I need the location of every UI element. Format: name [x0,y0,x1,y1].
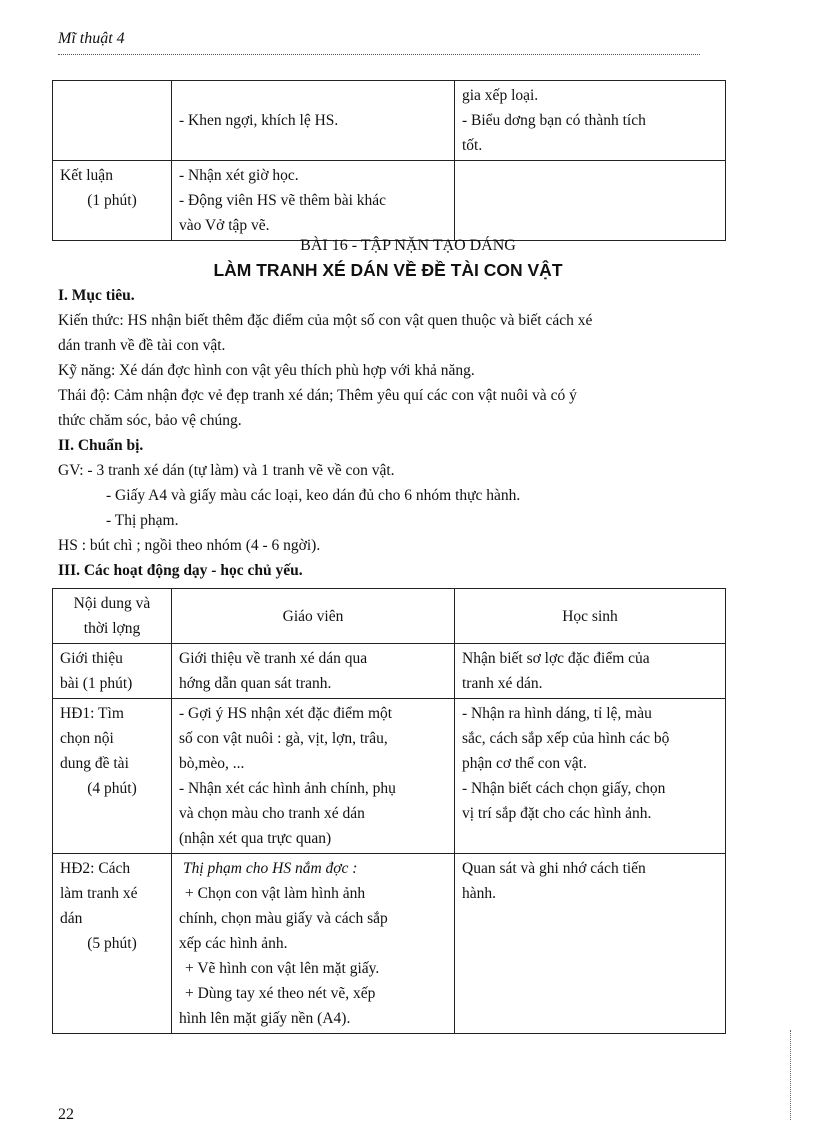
cell-line: và chọn màu cho tranh xé dán [179,805,365,822]
table-cell [53,161,172,241]
cell-line: bài (1 phút) [60,675,133,692]
section-heading: I. Mục tiêu. [58,287,135,304]
cell-line: hớng dẫn quan sát tranh. [179,675,332,692]
body-line: dán tranh về đề tài con vật. [58,337,226,354]
section-heading: II. Chuẩn bị. [58,437,144,454]
body-line: Kỹ năng: Xé dán đợc hình con vật yêu thích phù hợp với khả năng. [58,362,475,379]
cell-line: tranh xé dán. [462,675,543,692]
cell-line: vào Vở tập vẽ. [179,217,270,234]
cell-line: HĐ1: Tìm [60,705,124,722]
cell-line: + Vẽ hình con vật lên mặt giấy. [185,960,380,977]
body-line: thức chăm sóc, bảo vệ chúng. [58,412,242,429]
body-line: Kiến thức: HS nhận biết thêm đặc điểm của một số con vật quen thuộc và biết cách xé [58,312,593,329]
cell-line: dung đề tài [60,755,129,772]
cell-line: Quan sát và ghi nhớ cách tiến [462,860,646,877]
cell-line: gia xếp loại. [462,87,539,104]
body-line: Thái độ: Cảm nhận đợc vẻ đẹp tranh xé dán; Thêm yêu quí các con vật nuôi và có ý [58,387,577,404]
table-cell [172,161,455,241]
table-cell [455,644,726,699]
lesson-body [58,283,722,583]
page-header-title: Mĩ thuật 4 [58,30,125,47]
table-row [53,644,726,699]
table-cell [172,854,455,1034]
table-header-cell [172,589,455,644]
cell-line: hành. [462,885,497,902]
body-line: - Thị phạm. [106,512,179,529]
cell-line: HĐ2: Cách [60,860,131,877]
cell-line: - Gợi ý HS nhận xét đặc điểm một [179,705,393,722]
cell-line: hình lên mặt giấy nền (A4). [179,1010,351,1027]
table-cell [455,81,726,161]
cell-line: (4 phút) [87,780,137,797]
activity-table-continued [52,80,726,241]
table-cell [53,644,172,699]
cell-line: số con vật nuôi : gà, vịt, lợn, trâu, [179,730,388,747]
table-header-cell [53,589,172,644]
cell-line: thời lợng [83,620,141,637]
cell-line: (5 phút) [87,935,137,952]
cell-line: vị trí sắp đặt cho các hình ảnh. [462,805,652,822]
cell-line: chọn nội [60,730,114,747]
body-line: GV: - 3 tranh xé dán (tự làm) và 1 tranh vẽ về con vật. [58,462,395,479]
lesson-title: BÀI 16 - TẬP NẶN TẠO DÁNG [300,237,516,254]
table-row [53,854,726,1034]
table-row [53,161,726,241]
section-heading: III. Các hoạt động dạy - học chủ yếu. [58,562,303,579]
body-line: - Giấy A4 và giấy màu các loại, keo dán đủ cho 6 nhóm thực hành. [106,487,521,504]
cell-line: Nội dung và [73,595,151,612]
cell-line [179,83,447,108]
cell-line: bò,mèo, ... [179,755,245,772]
cell-line: Giáo viên [282,607,344,625]
table-cell [53,699,172,854]
table-header-cell [455,589,726,644]
cell-line: dán [60,910,83,927]
cell-line: phận cơ thể con vật. [462,755,587,772]
cell-line: - Nhận biết cách chọn giấy, chọn [462,780,666,797]
table-row [53,699,726,854]
table-cell [53,854,172,1034]
table-row [53,81,726,161]
cell-line: xếp các hình ảnh. [179,935,288,952]
page-number: 22 [58,1106,74,1123]
table-cell [455,161,726,241]
table-cell [172,644,455,699]
cell-line: Giới thiệu [60,650,123,667]
cell-line: sắc, cách sắp xếp của hình các bộ [462,730,670,747]
body-line: HS : bút chì ; ngồi theo nhóm (4 - 6 ngời). [58,537,321,554]
cell-line: Thị phạm cho HS nắm đợc : [183,860,358,877]
table-cell [455,699,726,854]
cell-line: chính, chọn màu giấy và cách sắp [179,910,388,927]
cell-line: - Khen ngợi, khích lệ HS. [179,112,339,129]
table-header-row [53,589,726,644]
cell-line: - Biểu dơng bạn có thành tích [462,112,646,129]
cell-line: Giới thiệu về tranh xé dán qua [179,650,368,667]
table-cell [172,81,455,161]
cell-line: tốt. [462,137,483,154]
activity-table [52,588,726,1034]
cell-line: (1 phút) [87,192,137,209]
header-rule [58,54,700,55]
cell-line: Nhận biết sơ lợc đặc điểm của [462,650,650,667]
table-cell [455,854,726,1034]
lesson-subtitle: LÀM TRANH XÉ DÁN VỀ ĐỀ TÀI CON VẬT [213,260,563,280]
cell-line: - Nhận xét các hình ảnh chính, phụ [179,780,396,797]
table-cell [53,81,172,161]
cell-line: + Dùng tay xé theo nét vẽ, xếp [185,985,376,1002]
cell-line: (nhận xét qua trực quan) [179,830,332,847]
cell-line: Học sinh [562,607,618,625]
cell-line: - Động viên HS vẽ thêm bài khác [179,192,387,209]
cell-line: - Nhận xét giờ học. [179,167,299,184]
cell-line: làm tranh xé [60,885,138,902]
table-cell [172,699,455,854]
footer-side-rule [790,1030,791,1120]
cell-line: Kết luận [60,167,113,184]
cell-line: + Chọn con vật làm hình ảnh [185,885,366,902]
cell-line: - Nhận ra hình dáng, tỉ lệ, màu [462,705,652,722]
